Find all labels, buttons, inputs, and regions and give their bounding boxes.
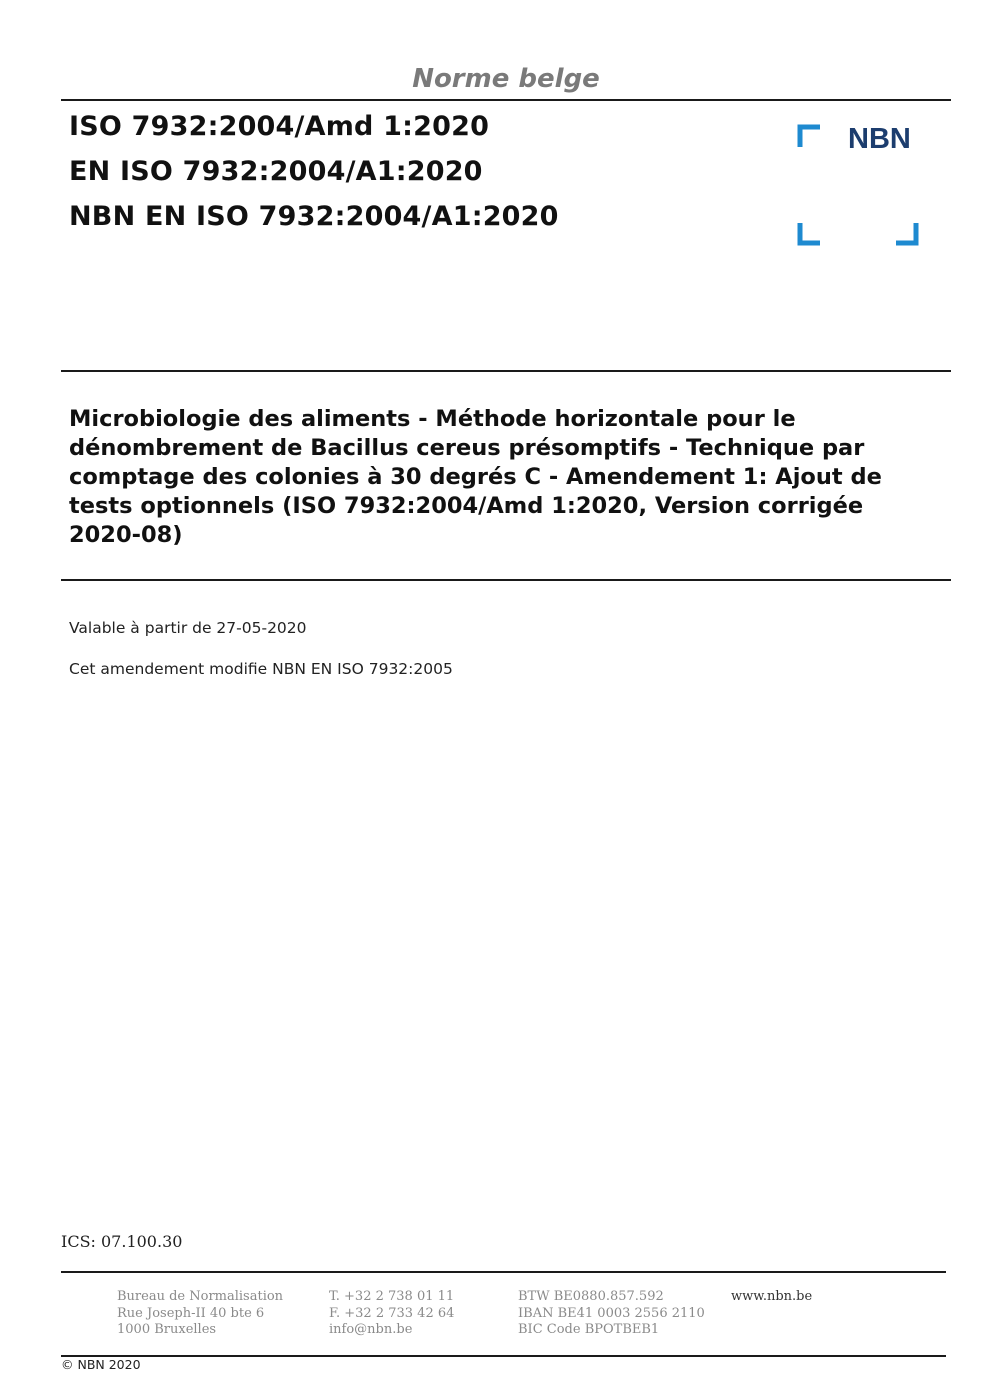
footer-banking: [518, 1289, 705, 1339]
footer-org-name: Bureau de Normalisation: [117, 1289, 284, 1304]
logo-bracket-bottom-right: [896, 223, 916, 243]
footer-iban: IBAN BE41 0003 2556 2110: [518, 1305, 705, 1321]
footer-street: Rue Joseph-II 40 bte 6: [117, 1305, 265, 1321]
footer-city: 1000 Bruxelles: [117, 1322, 217, 1337]
ics-code: ICS: 07.100.30: [61, 1232, 183, 1251]
logo-text: NBN: [848, 123, 911, 155]
document-title: Microbiologie des aliments - Méthode horizontale pour le dénombrement de Bacillus cereus présomptifs - Technique par comptage des colonies à 30 degrés C - Amendement 1: Ajout de tests optionnels (ISO 7932:2004/Amd 1:2020, Version corrigée 2020-08): [69, 406, 882, 548]
footer-vat: BTW BE0880.857.592: [518, 1289, 664, 1304]
validity-date: Valable à partir de 27-05-2020: [69, 619, 307, 637]
nbn-logo: [796, 123, 920, 247]
copyright-notice: © NBN 2020: [61, 1357, 141, 1372]
footer-website-link[interactable]: www.nbn.be: [731, 1289, 813, 1304]
logo-bracket-bottom-left: [800, 223, 820, 243]
standard-id-nbn: NBN EN ISO 7932:2004/A1:2020: [69, 201, 559, 232]
title-bottom-divider: [61, 579, 951, 581]
footer-bottom-divider: [61, 1355, 946, 1357]
document-type-label: Norme belge: [412, 64, 600, 94]
footer-bic: BIC Code BPOTBEB1: [518, 1322, 660, 1337]
standard-id-en: EN ISO 7932:2004/A1:2020: [69, 156, 483, 187]
logo-bracket-top-left: [800, 127, 820, 147]
footer-phone: T. +32 2 738 01 11: [329, 1289, 455, 1304]
title-top-divider: [61, 370, 951, 372]
header-divider: [61, 99, 951, 101]
footer-address: [117, 1289, 283, 1339]
footer-email: info@nbn.be: [329, 1322, 413, 1337]
standard-id-iso: ISO 7932:2004/Amd 1:2020: [69, 111, 490, 142]
footer-top-divider: [61, 1271, 946, 1273]
footer-web: [731, 1289, 812, 1306]
footer-fax: F. +32 2 733 42 64: [329, 1305, 455, 1321]
amendment-note: Cet amendement modifie NBN EN ISO 7932:2005: [69, 660, 453, 678]
footer-contact: [329, 1289, 454, 1339]
